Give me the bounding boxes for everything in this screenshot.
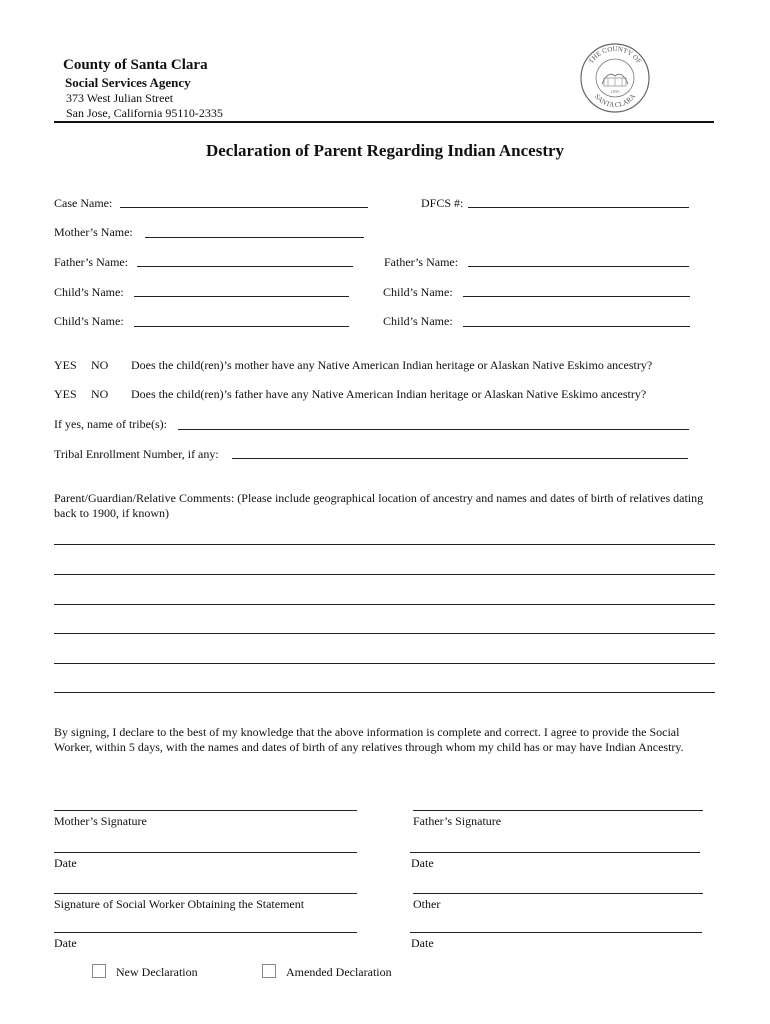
enrollment-number-field[interactable] — [232, 458, 688, 459]
tribe-name-label: If yes, name of tribe(s): — [54, 417, 167, 431]
childs-name-label-1: Child’s Name: — [54, 285, 124, 299]
agency-name: Social Services Agency — [65, 75, 191, 90]
case-name-label: Case Name: — [54, 196, 113, 210]
date-label-1: Date — [54, 856, 77, 870]
childs-name-label-4: Child’s Name: — [383, 314, 453, 328]
childs-name-field-2[interactable] — [463, 296, 690, 297]
childs-name-label-2: Child’s Name: — [383, 285, 453, 299]
svg-text:SANTA CLARA — [593, 92, 637, 109]
seal-top-text: THE COUNTY OF — [587, 44, 643, 66]
social-worker-signature-label: Signature of Social Worker Obtaining the Statement — [54, 897, 305, 911]
mother-yes-option[interactable]: YES — [54, 358, 77, 372]
social-worker-signature-line[interactable] — [54, 893, 357, 894]
county-name: County of Santa Clara — [63, 57, 208, 73]
case-name-field[interactable] — [120, 207, 368, 208]
childs-name-label-3: Child’s Name: — [54, 314, 124, 328]
mother-ancestry-question: Does the child(ren)’s mother have any Native American Indian heritage or Alaskan Native Eskimo ancestry? — [131, 358, 653, 372]
comments-line-3[interactable] — [54, 604, 715, 605]
date-label-4: Date — [411, 936, 434, 950]
comments-label: Parent/Guardian/Relative Comments: (Please include geographical location of ancestry and names and dates of birth of relatives dating back to 1900, if known) — [54, 491, 704, 520]
comments-line-2[interactable] — [54, 574, 715, 575]
fathers-signature-label: Father’s Signature — [413, 814, 502, 828]
fathers-name-label-2: Father’s Name: — [384, 255, 459, 269]
date-line-3[interactable] — [54, 932, 357, 933]
fathers-name-field-1[interactable] — [137, 266, 353, 267]
childs-name-field-4[interactable] — [463, 326, 690, 327]
date-label-2: Date — [411, 856, 434, 870]
fathers-signature-line[interactable] — [413, 810, 703, 811]
address-city: San Jose, California 95110-2335 — [66, 106, 223, 120]
date-line-4[interactable] — [410, 932, 702, 933]
dfcs-label: DFCS #: — [421, 196, 464, 210]
new-declaration-label: New Declaration — [116, 965, 198, 979]
page-title: Declaration of Parent Regarding Indian Ancestry — [205, 141, 565, 160]
mothers-name-label: Mother’s Name: — [54, 225, 133, 239]
seal-year: 1850 — [610, 89, 620, 94]
father-no-option[interactable]: NO — [91, 387, 109, 401]
comments-line-1[interactable] — [54, 544, 715, 545]
fathers-name-field-2[interactable] — [468, 266, 689, 267]
date-line-1[interactable] — [54, 852, 357, 853]
seal-bottom-text: SANTA CLARA — [592, 92, 638, 110]
mothers-signature-line[interactable] — [54, 810, 357, 811]
date-line-2[interactable] — [410, 852, 700, 853]
childs-name-field-1[interactable] — [134, 296, 349, 297]
fathers-name-label-1: Father’s Name: — [54, 255, 129, 269]
county-seal-logo — [578, 42, 652, 114]
declaration-text: By signing, I declare to the best of my knowledge that the above information is complete and correct. I agree to provide the Social Worker, within 5 days, with the names and dates of birth of any relatives through whom my child has or may have Indian Ancestry. — [54, 725, 684, 754]
svg-text:THE COUNTY OF — [587, 45, 643, 65]
mothers-signature-label: Mother’s Signature — [54, 814, 147, 828]
father-ancestry-question: Does the child(ren)’s father have any Native American Indian heritage or Alaskan Native Eskimo ancestry? — [131, 387, 647, 401]
new-declaration-checkbox[interactable] — [92, 964, 106, 978]
other-signature-label: Other — [413, 897, 441, 911]
other-signature-line[interactable] — [413, 893, 703, 894]
header-divider — [54, 121, 714, 123]
mothers-name-field[interactable] — [145, 237, 364, 238]
enrollment-number-label: Tribal Enrollment Number, if any: — [54, 447, 219, 461]
father-yes-option[interactable]: YES — [54, 387, 77, 401]
mother-no-option[interactable]: NO — [91, 358, 109, 372]
comments-line-4[interactable] — [54, 633, 715, 634]
amended-declaration-label: Amended Declaration — [286, 965, 392, 979]
comments-line-5[interactable] — [54, 663, 715, 664]
childs-name-field-3[interactable] — [134, 326, 349, 327]
date-label-3: Date — [54, 936, 77, 950]
dfcs-field[interactable] — [468, 207, 689, 208]
address-street: 373 West Julian Street — [66, 91, 174, 105]
amended-declaration-checkbox[interactable] — [262, 964, 276, 978]
tribe-name-field[interactable] — [178, 429, 689, 430]
comments-line-6[interactable] — [54, 692, 715, 693]
